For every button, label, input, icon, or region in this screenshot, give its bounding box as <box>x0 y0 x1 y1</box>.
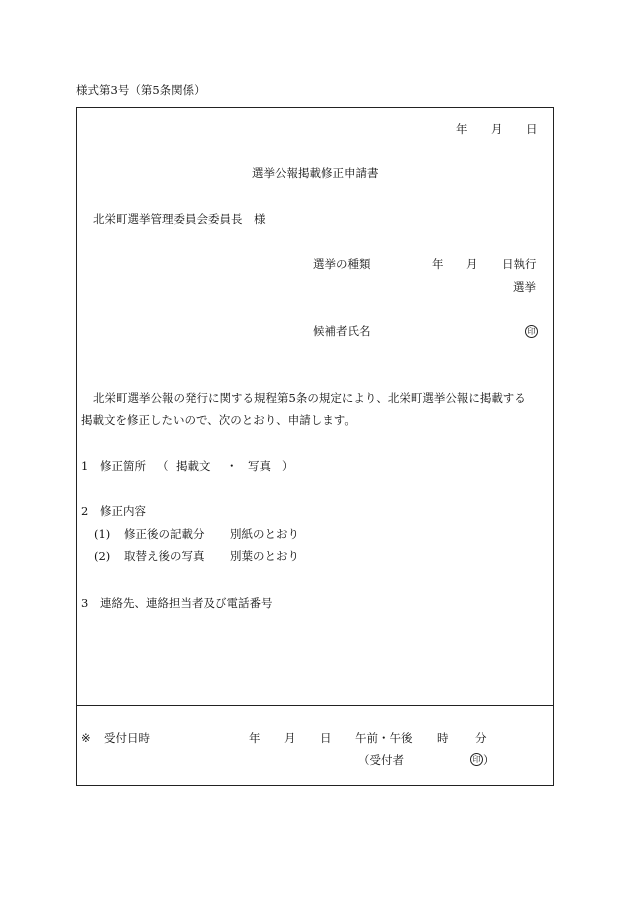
addressee: 北栄町選挙管理委員会委員長 様 <box>93 212 266 226</box>
date-day: 日 <box>526 122 538 136</box>
item2-sub2-label: 取替え後の写真 <box>124 549 205 563</box>
item1-close-paren: ） <box>282 459 294 473</box>
receiver-close-paren: ） <box>483 753 495 767</box>
item3-number: 3 <box>81 596 89 610</box>
reception-year: 年 <box>249 731 261 745</box>
reception-ampm: 午前・午後 <box>355 731 413 745</box>
reception-mark: ※ <box>81 731 91 745</box>
item2-number: 2 <box>81 504 89 518</box>
reception-label: 受付日時 <box>104 731 150 745</box>
item2-sub2-number: (2) <box>94 549 111 563</box>
item1-option-text: 掲載文 <box>176 459 211 473</box>
body-line-1: 北栄町選挙公報の発行に関する規程第5条の規定により、北栄町選挙公報に掲載する <box>93 391 526 405</box>
election-suffix: 選挙 <box>513 280 536 294</box>
form-style-label: 様式第3号（第5条関係） <box>76 83 206 97</box>
form-frame <box>76 107 554 786</box>
reception-minute: 分 <box>475 731 487 745</box>
election-year: 年 <box>432 257 444 271</box>
item2-sub1-number: (1) <box>94 527 111 541</box>
election-type-label: 選挙の種類 <box>313 257 371 271</box>
receiver-label: （受付者 <box>358 753 404 767</box>
reception-divider <box>76 705 554 706</box>
body-line-2: 掲載文を修正したいので、次のとおり、申請します。 <box>81 413 356 427</box>
item1-label: 修正箇所 <box>100 459 146 473</box>
reception-day: 日 <box>320 731 332 745</box>
item1-open-paren: （ <box>157 459 169 473</box>
date-year: 年 <box>456 122 468 136</box>
item2-sub1-label: 修正後の記載分 <box>124 527 205 541</box>
receiver-seal-icon: 印 <box>470 753 483 766</box>
form-title: 選挙公報掲載修正申請書 <box>252 166 379 180</box>
item2-sub1-value: 別紙のとおり <box>230 527 299 541</box>
item1-number: 1 <box>81 459 89 473</box>
item2-label: 修正内容 <box>100 504 146 518</box>
item1-separator: ・ <box>226 459 238 473</box>
candidate-seal-icon: 印 <box>525 325 538 338</box>
reception-hour: 時 <box>437 731 449 745</box>
election-month: 月 <box>466 257 478 271</box>
election-day-exec: 日執行 <box>502 257 537 271</box>
reception-month: 月 <box>284 731 296 745</box>
candidate-name-label: 候補者氏名 <box>313 324 371 338</box>
item2-sub2-value: 別葉のとおり <box>230 549 299 563</box>
date-month: 月 <box>491 122 503 136</box>
item1-option-photo: 写真 <box>248 459 271 473</box>
item3-label: 連絡先、連絡担当者及び電話番号 <box>100 596 273 610</box>
